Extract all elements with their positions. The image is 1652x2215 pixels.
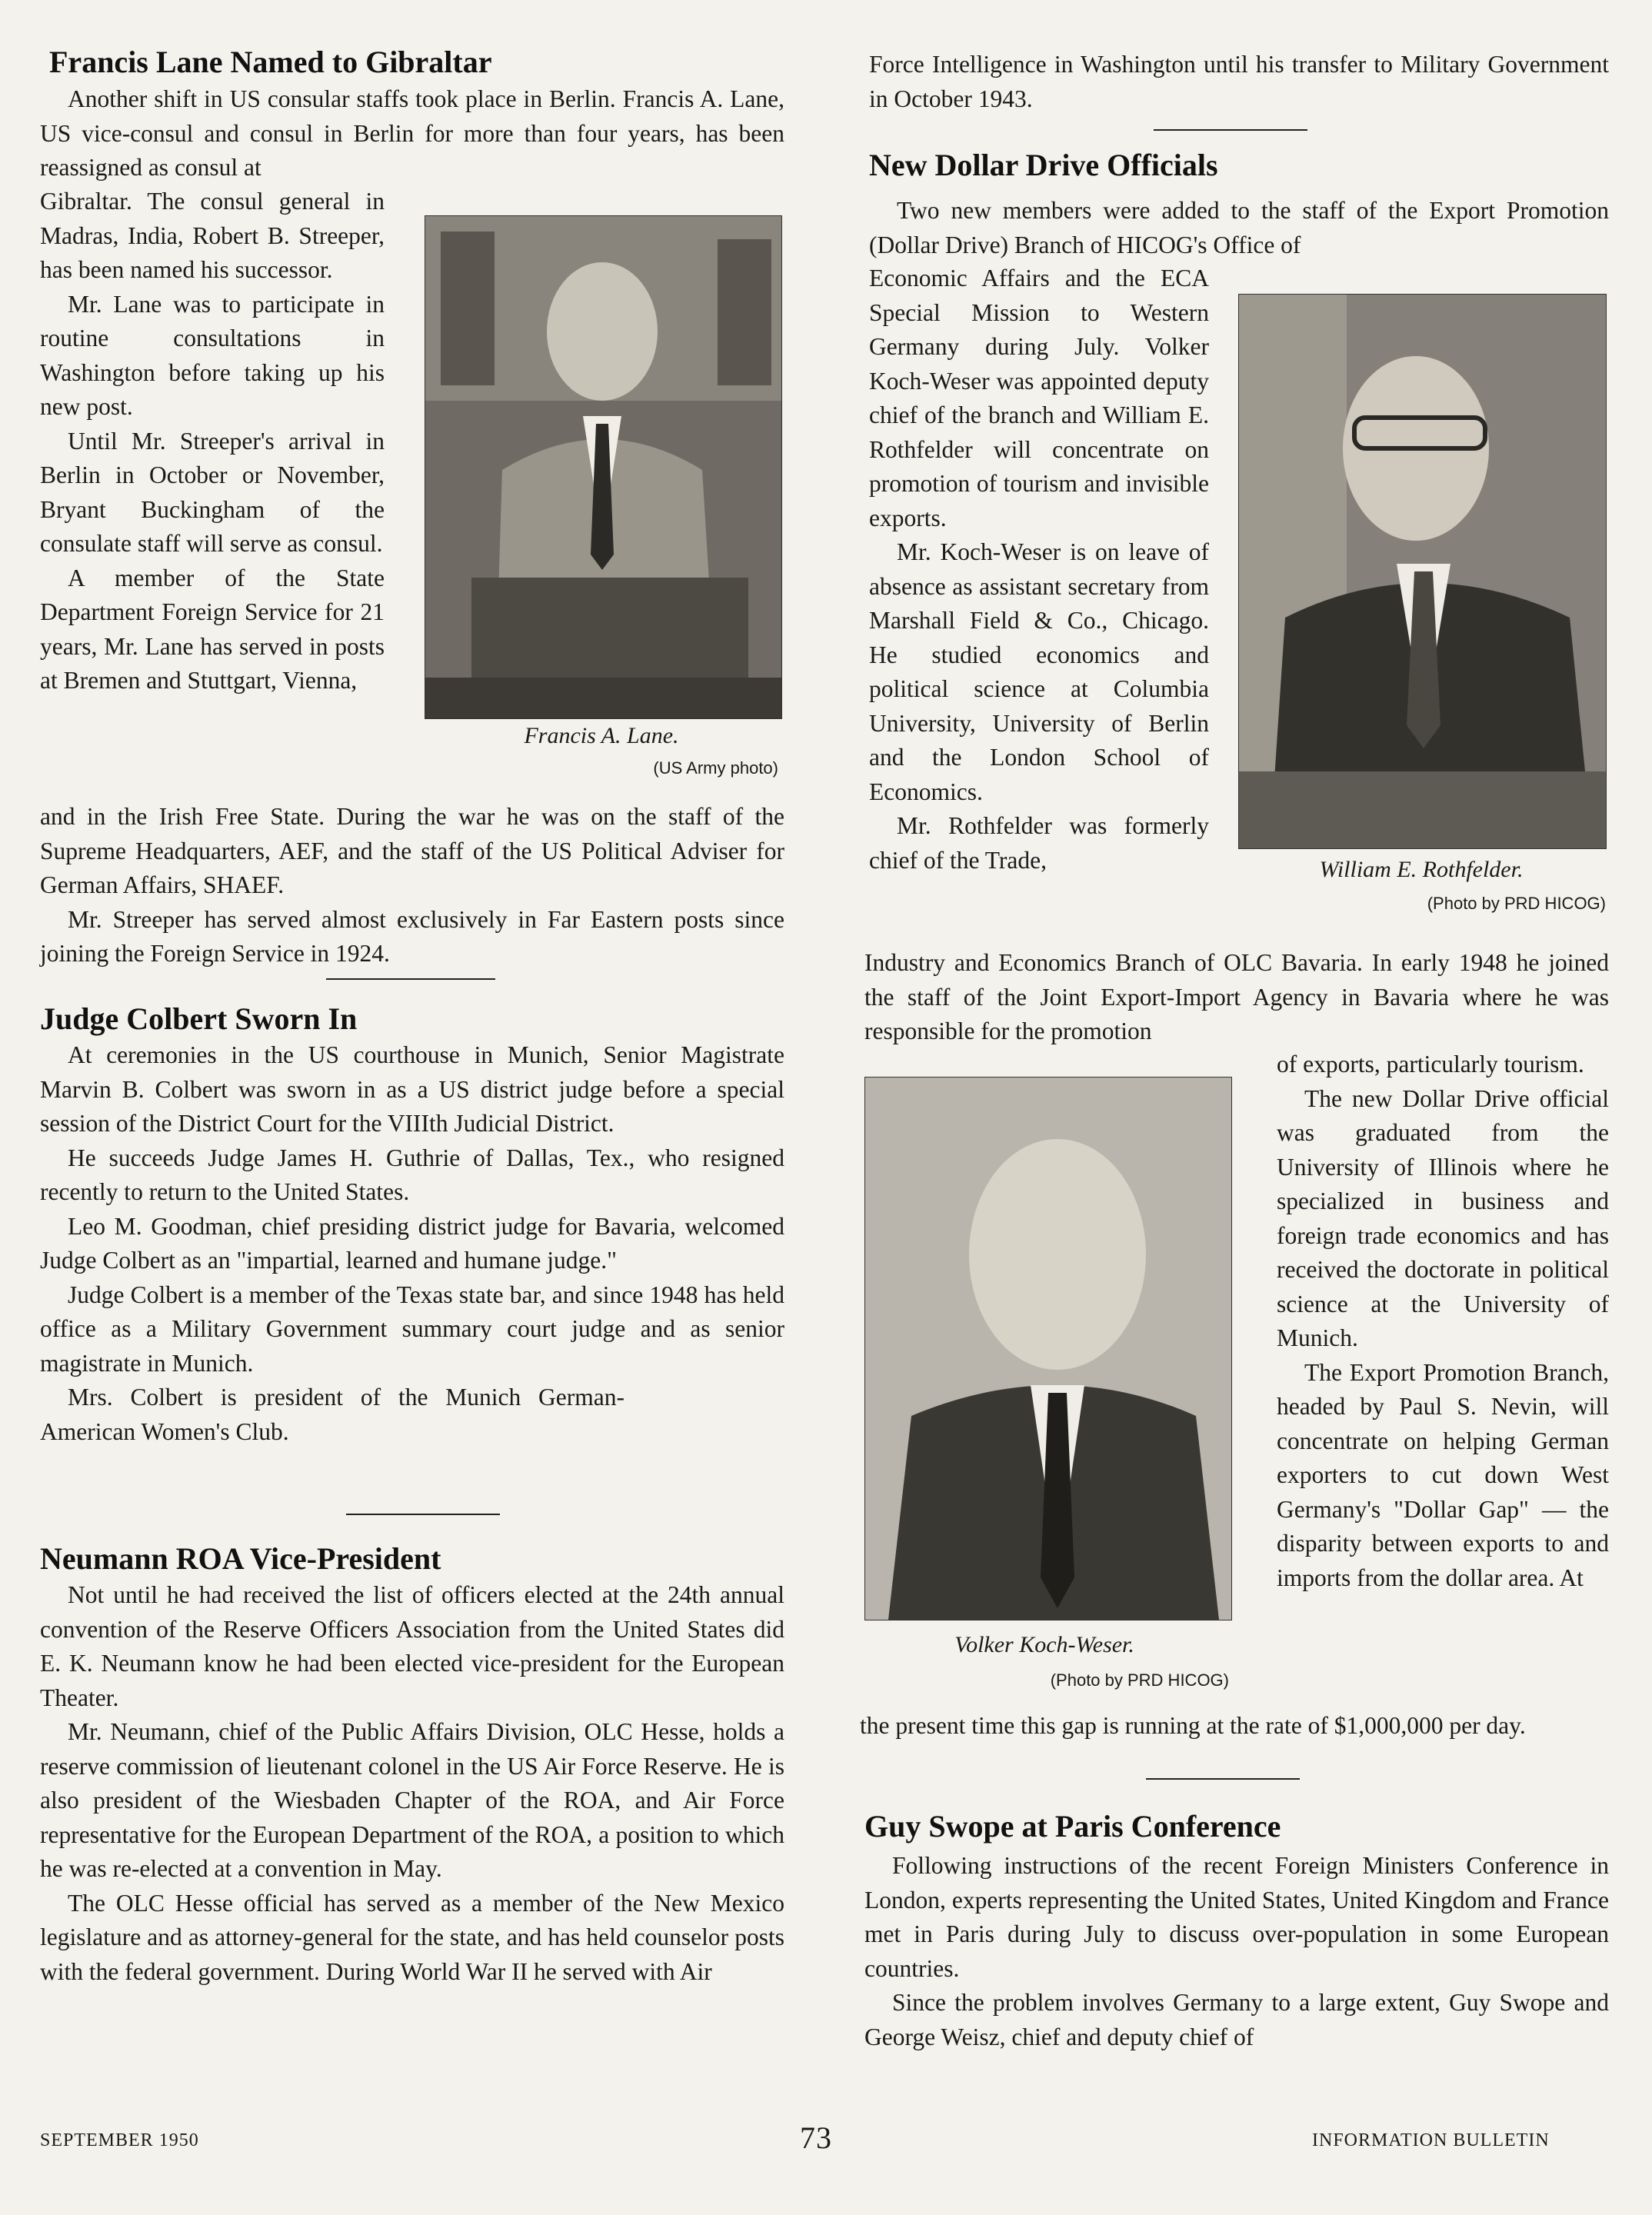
divider: [346, 1514, 500, 1515]
koch-weser-caption: Volker Koch-Weser.: [954, 1632, 1134, 1657]
lane-headline: Francis Lane Named to Gibraltar: [49, 45, 492, 79]
dollar-paragraph: Two new members were added to the staff of the Export Promotion (Dollar Drive) Branch of HICOG's Office of: [869, 197, 1609, 258]
swope-paragraph: Since the problem involves Germany to a large extent, Guy Swope and George Weisz, chief and deputy chief of: [864, 1989, 1609, 2050]
lane-paragraph: A member of the State Department Foreign Service for 21 years, Mr. Lane has served in posts at Bremen and Stuttgart, Vienna,: [40, 564, 385, 694]
colbert-body: [40, 1038, 784, 1449]
dollar-body-end: [860, 1709, 1609, 1744]
lane-paragraph: Gibraltar. The consul general in Madras, India, Robert B. Streeper, has been named his successor.: [40, 188, 385, 283]
page-number: 73: [800, 2120, 832, 2155]
dollar-paragraph: The Export Promotion Branch, headed by Paul S. Nevin, will concentrate on helping German exporters to cut down West Germany's "Dollar Gap" — the disparity between exports to and imports from the dollar area. At: [1277, 1358, 1609, 1591]
dollar-body-top: [869, 194, 1609, 262]
neumann-paragraph: Mr. Neumann, chief of the Public Affairs Division, OLC Hesse, holds a reserve commission of lieutenant colonel in the US Air Force Reserve. He is also president of the Wiesbaden Chapter of the ROA, and Air Force representative for the European Department of the ROA, a position to which he was re-elected at a convention in May.: [40, 1718, 784, 1882]
lane-caption: Francis A. Lane.: [524, 723, 679, 748]
neumann-paragraph: Force Intelligence in Washington until his transfer to Military Government in October 1943.: [869, 51, 1609, 112]
dollar-body-wrap: [869, 261, 1209, 878]
volker-koch-weser-photo: [864, 1077, 1232, 1620]
dollar-paragraph: The new Dollar Drive official was graduated from the University of Illinois where he specialized in business and foreign trade economics and has received the doctorate in political science at the University of Munich.: [1277, 1084, 1609, 1351]
colbert-headline: Judge Colbert Sworn In: [40, 1001, 358, 1036]
dollar-body-full: [864, 946, 1609, 1049]
dollar-paragraph: the present time this gap is running at the rate of $1,000,000 per day.: [860, 1712, 1526, 1739]
portrait-icon: [425, 216, 781, 718]
lane-body-wrap: [40, 185, 385, 698]
portrait-icon: [865, 1078, 1231, 1620]
neumann-continued: [869, 48, 1609, 116]
dollar-headline: New Dollar Drive Officials: [869, 148, 1218, 182]
portrait-icon: [1239, 295, 1606, 848]
divider: [1154, 129, 1307, 131]
lane-paragraph: and in the Irish Free State. During the war he was on the staff of the Supreme Headquarters, AEF, and the staff of the US Political Adviser for German Affairs, SHAEF.: [40, 803, 784, 898]
colbert-paragraph: Judge Colbert is a member of the Texas state bar, and since 1948 has held office as a Military Government summary court judge and as senior magistrate in Munich.: [40, 1281, 784, 1377]
colbert-paragraph: Mrs. Colbert is president of the Munich German-American Women's Club.: [40, 1384, 624, 1445]
dollar-paragraph: Mr. Rothfelder was formerly chief of the Trade,: [869, 812, 1209, 874]
lane-body-bottom: [40, 800, 784, 971]
swope-body: [864, 1849, 1609, 2054]
divider: [326, 978, 495, 980]
rothfelder-caption: William E. Rothfelder.: [1319, 857, 1524, 882]
dollar-paragraph: Mr. Koch-Weser is on leave of absence as assistant secretary from Marshall Field & Co., Chicago. He studied economics and political science at Columbia University, University of Berlin and the London School of Economics.: [869, 538, 1209, 805]
colbert-paragraph: At ceremonies in the US courthouse in Munich, Senior Magistrate Marvin B. Colbert was sworn in as a US district judge before a special session of the District Court for the VIIIth Judicial District.: [40, 1041, 784, 1137]
dollar-paragraph: of exports, particularly tourism.: [1277, 1051, 1584, 1078]
swope-paragraph: Following instructions of the recent Foreign Ministers Conference in London, experts representing the United States, United Kingdom and France met in Paris during July to discuss over-population in some European countries.: [864, 1852, 1609, 1982]
colbert-paragraph: Leo M. Goodman, chief presiding district judge for Bavaria, welcomed Judge Colbert as an "impartial, learned and humane judge.": [40, 1212, 784, 1274]
rothfelder-credit: (Photo by PRD HICOG): [1427, 894, 1606, 913]
divider: [1146, 1778, 1300, 1780]
francis-lane-photo: [425, 215, 782, 719]
swope-headline: Guy Swope at Paris Conference: [864, 1809, 1281, 1844]
dollar-paragraph: Economic Affairs and the ECA Special Mission to Western Germany during July. Volker Koch-Weser was appointed deputy chief of the branch and William E. Rothfelder will concentrate on promotion of tourism and invisible exports.: [869, 265, 1209, 531]
dollar-paragraph: Industry and Economics Branch of OLC Bavaria. In early 1948 he joined the staff of the Joint Export-Import Agency in Bavaria where he was responsible for the promotion: [864, 949, 1609, 1044]
lane-paragraph: Until Mr. Streeper's arrival in Berlin in October or November, Bryant Buckingham of the consulate staff will serve as consul.: [40, 427, 385, 557]
dollar-body-right: [1277, 1048, 1609, 1595]
lane-paragraph: Mr. Streeper has served almost exclusively in Far Eastern posts since joining the Foreign Service in 1924.: [40, 905, 784, 967]
lane-credit: (US Army photo): [653, 758, 778, 778]
colbert-paragraph: He succeeds Judge James H. Guthrie of Dallas, Tex., who resigned recently to return to the United States.: [40, 1144, 784, 1205]
neumann-body: [40, 1578, 784, 1989]
neumann-paragraph: The OLC Hesse official has served as a member of the New Mexico legislature and as attorney-general for the state, and has held counselor posts with the federal government. During World War II he served with Air: [40, 1889, 784, 1985]
neumann-paragraph: Not until he had received the list of officers elected at the 24th annual convention of the Reserve Officers Association from the United States did E. K. Neumann know he had been elected vice-president for the European Theater.: [40, 1581, 784, 1711]
lane-body-top: [40, 82, 784, 185]
william-rothfelder-photo: [1238, 294, 1607, 849]
lane-paragraph: Mr. Lane was to participate in routine consultations in Washington before taking up his new post.: [40, 290, 385, 420]
footer-date: SEPTEMBER 1950: [40, 2130, 199, 2150]
lane-paragraph: Another shift in US consular staffs took place in Berlin. Francis A. Lane, US vice-consul and consul in Berlin for more than four years, has been reassigned as consul at: [40, 85, 784, 181]
koch-weser-credit: (Photo by PRD HICOG): [1050, 1670, 1229, 1690]
neumann-headline: Neumann ROA Vice-President: [40, 1541, 441, 1576]
footer-publication: INFORMATION BULLETIN: [1312, 2130, 1550, 2150]
